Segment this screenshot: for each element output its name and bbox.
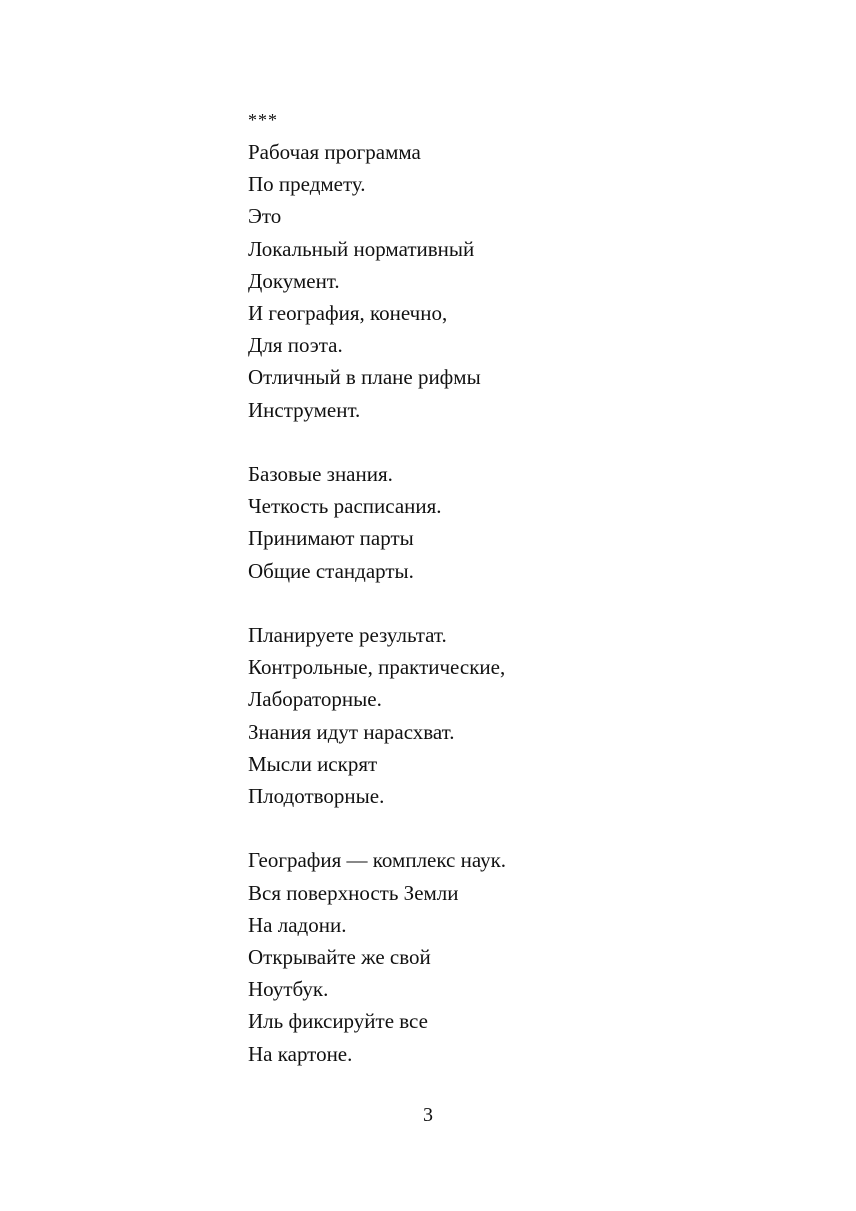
poem-line: Принимают парты: [248, 526, 414, 551]
poem-line: Лабораторные.: [248, 687, 382, 712]
poem-line: Локальный нормативный: [248, 236, 475, 261]
section-separator: ***: [248, 110, 278, 130]
poem-line: География — комплекс наук.: [248, 848, 507, 873]
poem-line: Базовые знания.: [248, 462, 393, 487]
poem-line: Контрольные, практические,: [248, 655, 506, 680]
page-number: 3: [423, 1104, 433, 1126]
poem-line: Это: [248, 204, 282, 229]
poem: [248, 104, 506, 1070]
poem-line: Вся поверхность Земли: [248, 880, 459, 905]
stanza-4: [248, 844, 506, 1069]
poem-line: Инструмент.: [248, 397, 361, 422]
poem-line: Документ.: [248, 268, 340, 293]
stanza-1: [248, 136, 506, 426]
poem-line: Плодотворные.: [248, 784, 385, 809]
poem-line: Отличный в плане рифмы: [248, 365, 481, 390]
poem-line: Мысли искрят: [248, 751, 378, 776]
poem-line: Рабочая программа: [248, 140, 421, 164]
poem-line: Планируете результат.: [248, 623, 447, 648]
poem-line: По предмету.: [248, 172, 366, 197]
stanza-2: [248, 458, 506, 587]
poem-line: И география, конечно,: [248, 301, 448, 326]
poem-line: Ноутбук.: [248, 977, 329, 1002]
poem-line: Для поэта.: [248, 333, 343, 358]
poem-line: Знания идут нарасхват.: [248, 719, 455, 744]
poem-line: Открывайте же свой: [248, 945, 431, 970]
poem-line: На картоне.: [248, 1041, 353, 1066]
poem-line: Иль фиксируйте все: [248, 1009, 428, 1034]
poem-line: Общие стандарты.: [248, 558, 414, 583]
stanza-3: [248, 619, 506, 812]
poem-line: На ладони.: [248, 912, 347, 937]
poem-line: Четкость расписания.: [248, 494, 442, 519]
